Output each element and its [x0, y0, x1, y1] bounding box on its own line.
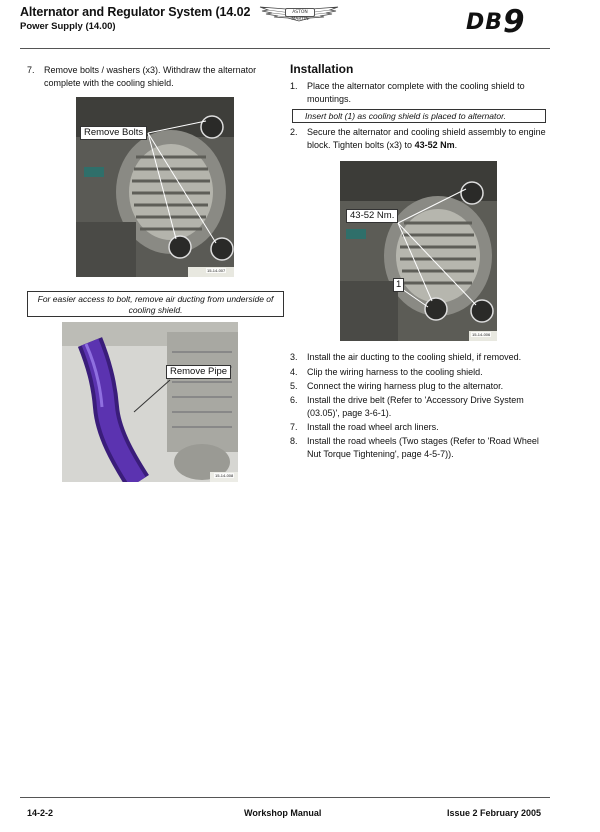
photo-label-remove-bolts: Remove Bolts — [80, 126, 147, 140]
page-number: 14-2-2 — [27, 808, 54, 818]
step-text: Place the alternator complete with the cooling shield to mountings. — [307, 81, 525, 104]
step-text: Secure the alternator and cooling shield assembly to engine block. Tighten bolts (x3) to — [307, 127, 546, 150]
figure-code: 15-14-007 — [207, 268, 226, 273]
step-number: 7. — [290, 422, 298, 432]
photo-label-torque: 43-52 Nm. — [346, 209, 398, 223]
step-text: Install the road wheel arch liners. — [307, 422, 439, 432]
step-number: 4. — [290, 367, 298, 377]
brand-prefix: DB — [466, 10, 504, 35]
note-air-ducting: For easier access to bolt, remove air ducting from underside of cooling shield. — [27, 291, 284, 317]
photo-remove-pipe — [62, 322, 238, 482]
footer-issue: Issue 2 February 2005 — [447, 808, 542, 818]
step-number: 5. — [290, 381, 298, 391]
logo-badge-text: ASTON MARTIN — [285, 8, 315, 17]
figure-code: 15-14-006 — [472, 332, 491, 337]
photo-label-remove-pipe: Remove Pipe — [166, 365, 231, 379]
photo-torque-bolts — [340, 161, 497, 341]
step-text-end: . — [454, 140, 458, 150]
header-rule — [20, 48, 550, 49]
footer-rule — [20, 797, 550, 798]
step-text: Install the road wheels (Two stages (Refer to 'Road Wheel Nut Torque Tightening', page 4-5-7)). — [307, 436, 539, 459]
step-text: Remove bolts / washers (x3). Withdraw the alternator complete with the cooling shield. — [44, 65, 257, 88]
photo-remove-bolts — [76, 97, 234, 277]
step-number: 7. — [27, 65, 35, 75]
brand-number: 9 — [503, 4, 526, 40]
brand-logo — [466, 1, 526, 40]
installation-heading: Installation — [290, 62, 354, 76]
step-number: 2. — [290, 127, 298, 137]
figure-code: 15-14-008 — [215, 473, 234, 478]
step-text: Install the air ducting to the cooling shield, if removed. — [307, 352, 522, 362]
step-number: 1. — [290, 81, 298, 91]
step-number: 6. — [290, 395, 298, 405]
step-number: 3. — [290, 352, 298, 362]
step-text: Clip the wiring harness to the cooling shield. — [307, 367, 483, 377]
note-insert-bolt: Insert bolt (1) as cooling shield is placed to alternator. — [292, 109, 546, 123]
photo-callout-1: 1 — [393, 278, 404, 292]
section-subtitle: Power Supply (14.00) — [20, 21, 116, 32]
torque-value: 43-52 Nm — [414, 140, 455, 150]
step-text: Connect the wiring harness plug to the alternator. — [307, 381, 504, 391]
footer-manual-title: Workshop Manual — [244, 808, 322, 818]
section-title: Alternator and Regulator System (14.02 — [20, 5, 251, 19]
step-number: 8. — [290, 436, 298, 446]
step-text: Install the drive belt (Refer to 'Accessory Drive System (03.05)', page 3-6-1). — [307, 395, 524, 418]
